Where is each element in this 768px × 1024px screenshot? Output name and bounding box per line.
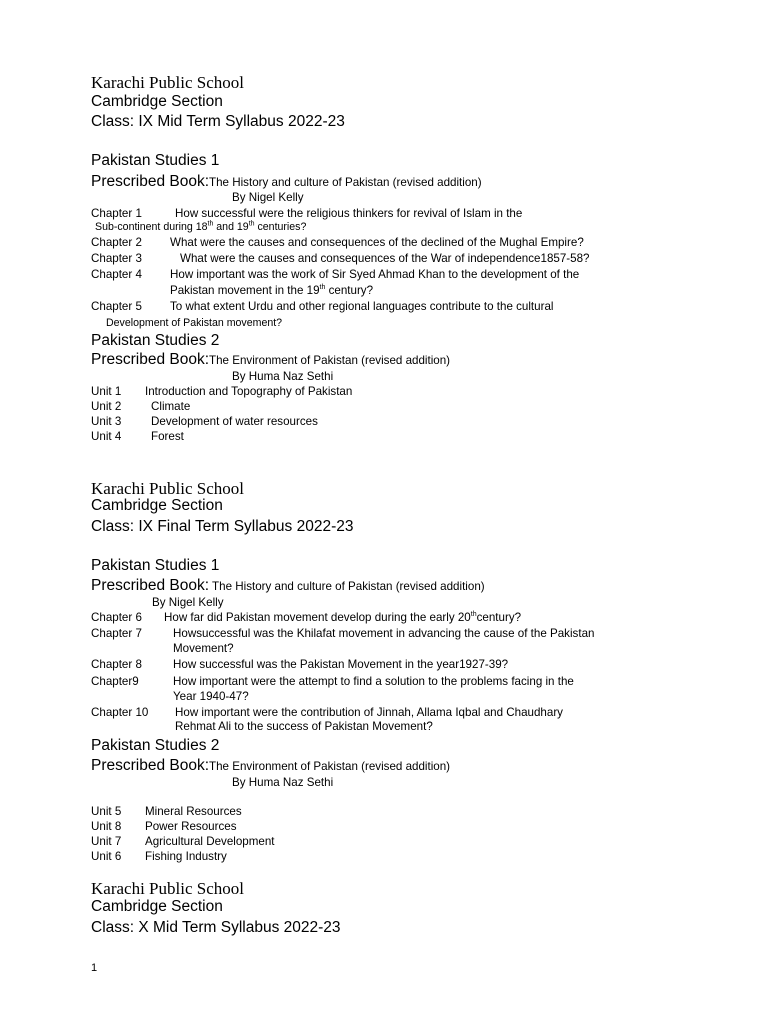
prescribed-label: Prescribed Book:	[91, 577, 210, 594]
chapter-text-continued: Development of Pakistan movement?	[106, 317, 283, 329]
book-title: The History and culture of Pakistan (revised addition)	[209, 176, 482, 189]
unit-text: Power Resources	[145, 820, 237, 833]
chapter-text-continued: Movement?	[173, 642, 234, 655]
chapter-text-continued: Rehmat Ali to the success of Pakistan Movement?	[175, 720, 433, 733]
subject-heading: Pakistan Studies 1	[91, 557, 220, 574]
unit-text: Fishing Industry	[145, 850, 227, 863]
book-author: By Huma Naz Sethi	[232, 370, 334, 383]
unit-label: Unit 1	[91, 385, 122, 398]
unit-label: Unit 2	[91, 400, 122, 413]
chapter-text: What were the causes and consequences of the War of independence1857-58?	[180, 252, 590, 265]
school-name: Karachi Public School	[91, 879, 244, 898]
unit-label: Unit 3	[91, 415, 122, 428]
chapter-label: Chapter 7	[91, 627, 142, 640]
chapter-text-continued: Year 1940-47?	[173, 690, 249, 703]
chapter-text: How successful was the Pakistan Movement in the year1927-39?	[173, 658, 509, 671]
chapter-label: Chapter 10	[91, 706, 149, 719]
unit-text: Development of water resources	[151, 415, 318, 428]
prescribed-book-line	[91, 352, 450, 368]
chapter-label: Chapter 2	[91, 236, 142, 249]
chapter-text: How successful were the religious thinkers for revival of Islam in the	[175, 207, 523, 220]
chapter-label: Chapter 4	[91, 268, 142, 281]
prescribed-label: Prescribed Book:	[91, 757, 210, 774]
subject-heading: Pakistan Studies 1	[91, 152, 220, 169]
unit-label: Unit 4	[91, 430, 122, 443]
school-name: Karachi Public School	[91, 73, 244, 92]
chapter-label: Chapter 1	[91, 207, 142, 220]
unit-text: Introduction and Topography of Pakistan	[145, 385, 353, 398]
chapter-label: Chapter 3	[91, 252, 142, 265]
chapter-text: To what extent Urdu and other regional languages contribute to the cultural	[170, 300, 554, 313]
class-title: Class: IX Mid Term Syllabus 2022-23	[91, 113, 345, 130]
subject-heading: Pakistan Studies 2	[91, 332, 220, 349]
book-title: The Environment of Pakistan (revised addition)	[209, 760, 451, 773]
chapter-label: Chapter 8	[91, 658, 142, 671]
section-name: Cambridge Section	[91, 898, 223, 915]
subject-heading: Pakistan Studies 2	[91, 737, 220, 754]
section-name: Cambridge Section	[91, 497, 223, 514]
unit-label: Unit 5	[91, 805, 122, 818]
chapter-text-continued: Pakistan movement in the 19th century?	[170, 284, 374, 297]
book-author: By Nigel Kelly	[232, 191, 304, 204]
unit-label: Unit 6	[91, 850, 122, 863]
unit-label: Unit 8	[91, 820, 122, 833]
prescribed-label: Prescribed Book:	[91, 351, 210, 368]
book-title: The Environment of Pakistan (revised addition)	[209, 354, 451, 367]
chapter-text: How important were the contribution of Jinnah, Allama Iqbal and Chaudhary	[175, 706, 563, 719]
unit-text: Agricultural Development	[145, 835, 275, 848]
unit-text: Climate	[151, 400, 191, 413]
chapter-text: How far did Pakistan movement develop during the early 20thcentury?	[164, 611, 522, 624]
book-title: The History and culture of Pakistan (revised addition)	[209, 580, 485, 593]
chapter-label: Chapter 5	[91, 300, 142, 313]
chapter-text: What were the causes and consequences of the declined of the Mughal Empire?	[170, 236, 584, 249]
section-name: Cambridge Section	[91, 93, 223, 110]
unit-label: Unit 7	[91, 835, 122, 848]
class-title: Class: X Mid Term Syllabus 2022-23	[91, 919, 341, 936]
unit-text: Mineral Resources	[145, 805, 242, 818]
chapter-text: How important were the attempt to find a solution to the problems facing in the	[173, 675, 574, 688]
prescribed-book-line	[91, 578, 485, 594]
class-title: Class: IX Final Term Syllabus 2022-23	[91, 518, 354, 535]
book-author: By Nigel Kelly	[152, 596, 224, 609]
prescribed-book-line	[91, 758, 450, 774]
prescribed-label: Prescribed Book:	[91, 173, 210, 190]
school-name: Karachi Public School	[91, 479, 244, 498]
unit-text: Forest	[151, 430, 184, 443]
chapter-label: Chapter 6	[91, 611, 142, 624]
page-number: 1	[91, 962, 98, 974]
book-author: By Huma Naz Sethi	[232, 776, 334, 789]
prescribed-book-line	[91, 174, 482, 190]
chapter-text: How important was the work of Sir Syed Ahmad Khan to the development of the	[170, 268, 580, 281]
chapter-text-continued: Sub-continent during 18th and 19th centuries?	[95, 220, 307, 233]
chapter-text: Howsuccessful was the Khilafat movement in advancing the cause of the Pakistan	[173, 627, 595, 640]
chapter-label: Chapter9	[91, 675, 139, 688]
